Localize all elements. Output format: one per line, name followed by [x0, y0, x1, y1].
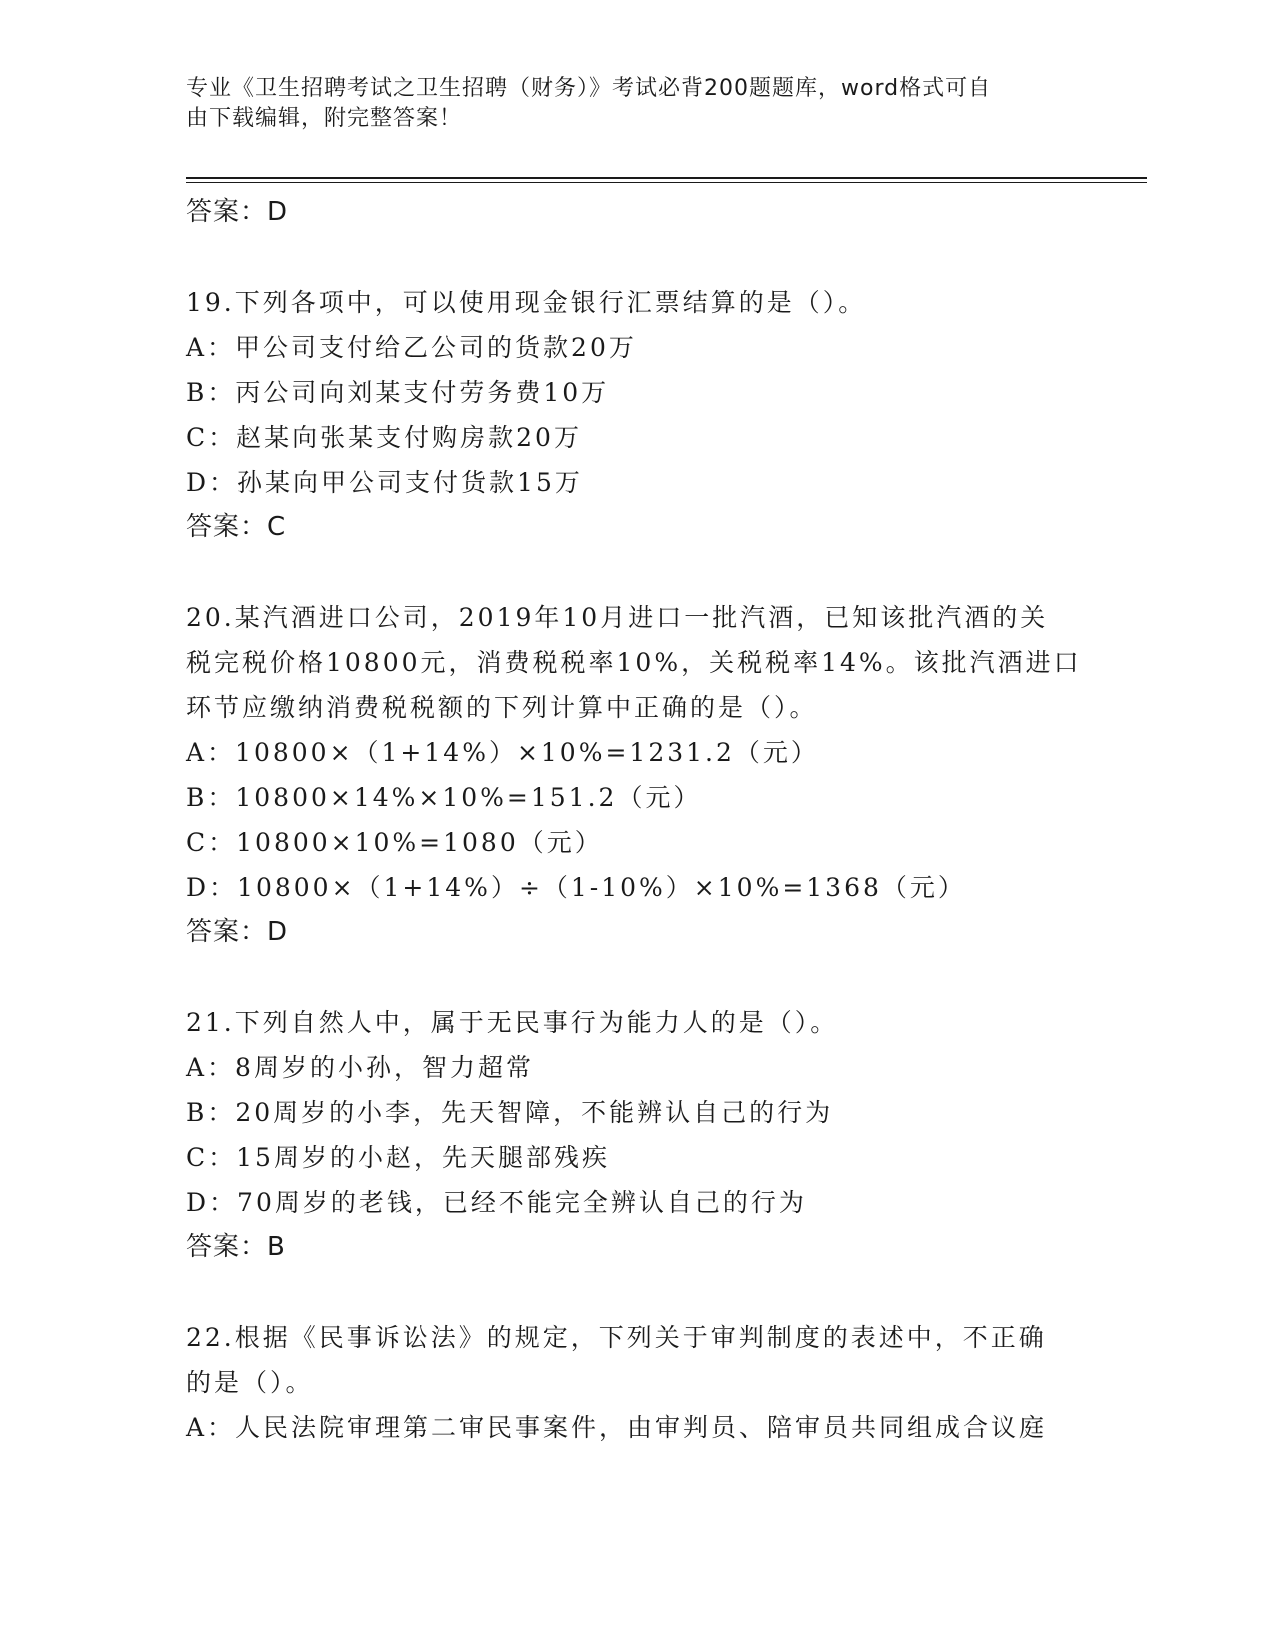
page-header — [186, 74, 1066, 134]
question-text-line: 22.根据《民事诉讼法》的规定，下列关于审判制度的表述中，不正确 — [186, 1323, 1047, 1352]
question-19 — [186, 280, 1086, 550]
question-20 — [186, 595, 1086, 955]
option-a: A：人民法院审理第二审民事案件，由审判员、陪审员共同组成合议庭 — [186, 1413, 1048, 1442]
question-text-line: 的是（）。 — [186, 1368, 314, 1397]
spacer — [186, 550, 1086, 595]
header-rule-thick — [186, 177, 1147, 179]
spacer — [186, 955, 1086, 1000]
question-text-line: 19.下列各项中，可以使用现金银行汇票结算的是（）。 — [186, 288, 867, 317]
question-22 — [186, 1315, 1086, 1450]
answer-previous: 答案：D — [186, 197, 289, 227]
option-a: A：10800×（1+14%）×10%=1231.2（元） — [186, 738, 819, 767]
option-b: B：10800×14%×10%=151.2（元） — [186, 783, 702, 812]
question-list — [186, 190, 1086, 1450]
question-text-line: 环节应缴纳消费税税额的下列计算中正确的是（）。 — [186, 693, 818, 722]
header-rule-thin — [186, 182, 1147, 183]
header-line-2: 由下载编辑，附完整答案！ — [186, 106, 463, 131]
option-c: C：赵某向张某支付购房款20万 — [186, 423, 582, 452]
option-d: D：孙某向甲公司支付货款15万 — [186, 468, 583, 497]
answer: 答案：B — [186, 1232, 286, 1262]
question-text-line: 20.某汽酒进口公司，2019年10月进口一批汽酒，已知该批汽酒的关 — [186, 603, 1049, 632]
answer: 答案：C — [186, 512, 287, 542]
option-a: A：8周岁的小孙，智力超常 — [186, 1053, 534, 1082]
option-b: B：丙公司向刘某支付劳务费10万 — [186, 378, 610, 407]
option-b: B：20周岁的小李，先天智障，不能辨认自己的行为 — [186, 1098, 834, 1127]
header-line-1: 专业《卫生招聘考试之卫生招聘（财务）》考试必背200题题库，word格式可自 — [186, 76, 992, 101]
option-c: C：10800×10%=1080（元） — [186, 828, 603, 857]
spacer — [186, 235, 1086, 280]
option-d: D：70周岁的老钱，已经不能完全辨认自己的行为 — [186, 1188, 807, 1217]
option-a: A：甲公司支付给乙公司的货款20万 — [186, 333, 637, 362]
spacer — [186, 1270, 1086, 1315]
question-21 — [186, 1000, 1086, 1270]
option-c: C：15周岁的小赵，先天腿部残疾 — [186, 1143, 610, 1172]
option-d: D：10800×（1+14%）÷（1-10%）×10%=1368（元） — [186, 873, 966, 902]
question-text-line: 21.下列自然人中，属于无民事行为能力人的是（）。 — [186, 1008, 839, 1037]
answer: 答案：D — [186, 917, 289, 947]
question-text-line: 税完税价格10800元，消费税税率10%，关税税率14%。该批汽酒进口 — [186, 648, 1082, 677]
